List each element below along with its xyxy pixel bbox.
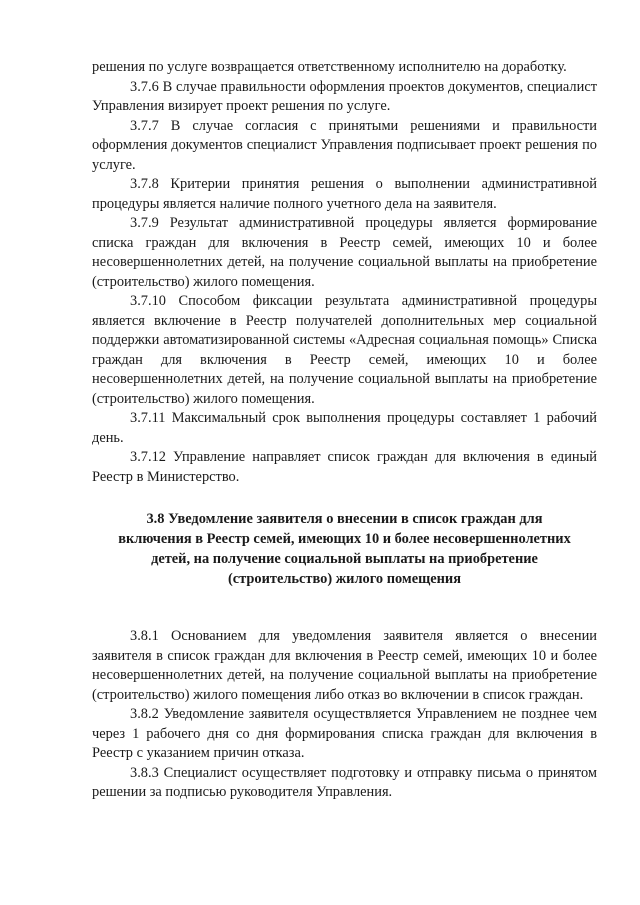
paragraph-continuation: решения по услуге возвращается ответственному исполнителю на доработку. (92, 59, 567, 75)
paragraph-3-7-7: 3.7.7 В случае согласия с принятыми решениями и правильности оформления документов специалист Управления подписывает проект решения по услуге. (92, 117, 597, 173)
paragraph-3-7-6: 3.7.6 В случае правильности оформления проектов документов, специалист Управления визирует проект решения по услуге. (92, 78, 597, 114)
paragraph-3-7-8: 3.7.8 Критерии принятия решения о выполнении административной процедуры является наличие полного учетного дела на заявителя. (92, 176, 597, 212)
section-heading-3-8: 3.8 Уведомление заявителя о внесении в список граждан для включения в Реестр семей, имеющих 10 и более несовершеннолетних детей, на получение социальной выплаты на приобретение (строительство) жилого помещения (118, 511, 571, 587)
paragraph-3-7-11: 3.7.11 Максимальный срок выполнения процедуры составляет 1 рабочий день. (92, 410, 597, 446)
document-page (92, 58, 597, 803)
paragraph-3-7-9: 3.7.9 Результат административной процедуры является формирование списка граждан для включения в Реестр семей, имеющих 10 и более несовершеннолетних детей, на получение социальной выплаты на приобретение (строительство) жилого помещения. (92, 215, 597, 290)
paragraph-3-7-10: 3.7.10 Способом фиксации результата административной процедуры является включение в Реестр получателей дополнительных мер социальной поддержки автоматизированной системы «Адресная социальная помощь» Списка граждан для включения в Реестр семей, имеющих 10 и более несовершеннолетних детей, на получение социальной выплаты на приобретение (строительство) жилого помещения. (92, 293, 597, 407)
paragraph-3-8-3: 3.8.3 Специалист осуществляет подготовку и отправку письма о принятом решении за подписью руководителя Управления. (92, 764, 597, 800)
paragraph-3-7-12: 3.7.12 Управление направляет список граждан для включения в единый Реестр в Министерство. (92, 449, 597, 485)
paragraph-3-8-1: 3.8.1 Основанием для уведомления заявителя является о внесении заявителя в список граждан для включения в Реестр семей, имеющих 10 и более несовершеннолетних детей, на получение социальной выплаты на приобретение (строительство) жилого помещения либо отказ во включении в список граждан. (92, 628, 597, 703)
paragraph-3-8-2: 3.8.2 Уведомление заявителя осуществляется Управлением не позднее чем через 1 рабочего дня со дня формирования списка граждан для включения в Реестр с указанием причин отказа. (92, 706, 597, 761)
